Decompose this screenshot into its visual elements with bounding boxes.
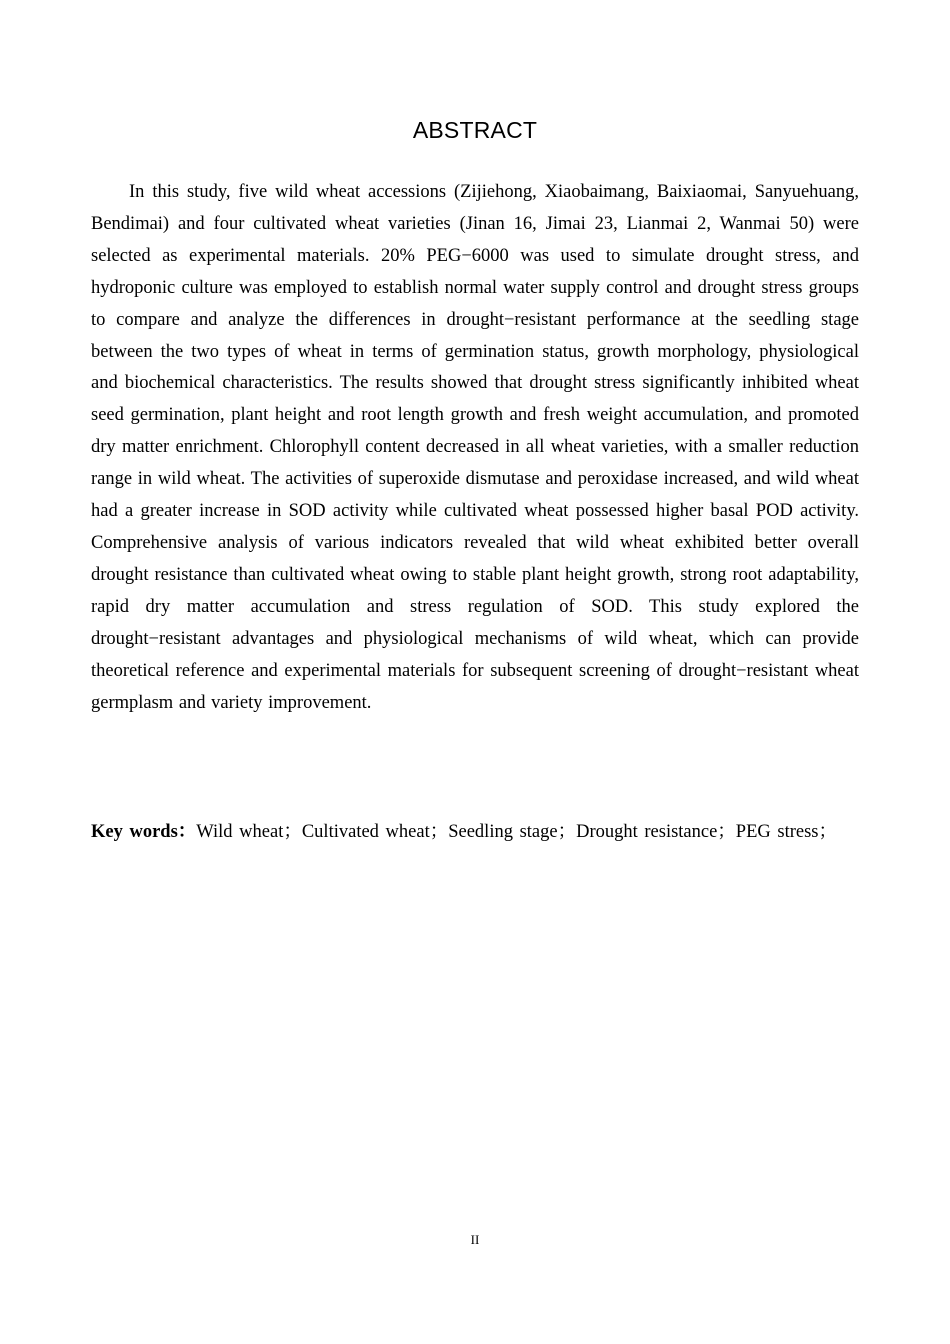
keywords-label: Key words： bbox=[91, 822, 197, 842]
keywords-line bbox=[91, 816, 859, 848]
page-number: II bbox=[470, 1232, 480, 1247]
keywords-list: Wild wheat；Cultivated wheat；Seedling stage；Drought resistance；PEG stress； bbox=[196, 822, 837, 842]
abstract-title: ABSTRACT bbox=[412, 117, 538, 143]
abstract-paragraph: In this study, five wild wheat accessions (Zijiehong, Xiaobaimang, Baixiaomai, Sanyuehuang, Bendimai) and four cultivated wheat varieties (Jinan 16, Jimai 23, Lianmai 2, Wanmai 50) were selected as experimental materials. 20% PEG−6000 was used to simulate drought stress, and hydroponic culture was employed to establish normal water supply control and drought stress groups to compare and analyze the differences in drought−resistant performance at the seedling stage between the two types of wheat in terms of germination status, growth morphology, physiological and biochemical characteristics. The results showed that drought stress significantly inhibited wheat seed germination, plant height and root length growth and fresh weight accumulation, and promoted dry matter enrichment. Chlorophyll content decreased in all wheat varieties, with a smaller reduction range in wild wheat. The activities of superoxide dismutase and peroxidase increased, and wild wheat had a greater increase in SOD activity while cultivated wheat possessed higher basal POD activity. Comprehensive analysis of various indicators revealed that wild wheat exhibited better overall drought resistance than cultivated wheat owing to stable plant height growth, strong root adaptability, rapid dry matter accumulation and stress regulation of SOD. This study explored the drought−resistant advantages and physiological mechanisms of wild wheat, which can provide theoretical reference and experimental materials for subsequent screening of drought−resistant wheat germplasm and variety improvement. bbox=[91, 182, 859, 713]
